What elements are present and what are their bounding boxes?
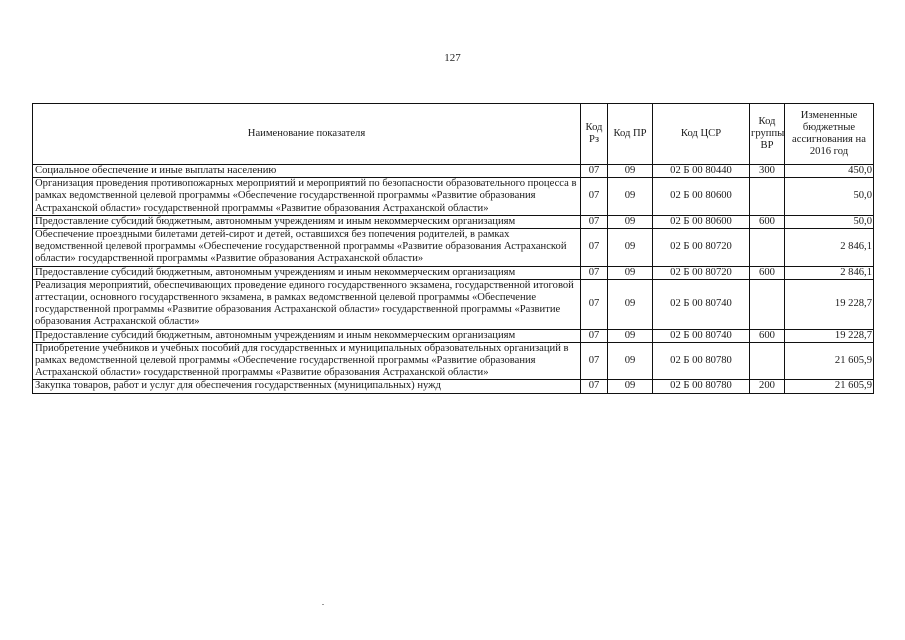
cell-name: Приобретение учебников и учебных пособий для государственных и муниципальных образовательных организаций в рамках ведомственной целевой программы «Обеспечение государственной программы «Развитие образования Астраханской области» государственной программы «Развитие образования Астраханской области» xyxy=(33,342,581,380)
cell-rz: 07 xyxy=(581,342,608,380)
cell-pr: 09 xyxy=(608,279,653,329)
cell-pr: 09 xyxy=(608,380,653,393)
cell-amount: 19 228,7 xyxy=(785,279,874,329)
budget-table xyxy=(32,103,874,394)
cell-name: Предоставление субсидий бюджетным, автономным учреждениям и иным некоммерческим организациям xyxy=(33,266,581,279)
cell-rz: 07 xyxy=(581,165,608,178)
cell-name: Предоставление субсидий бюджетным, автономным учреждениям и иным некоммерческим организациям xyxy=(33,329,581,342)
cell-vr xyxy=(750,279,785,329)
header-amount: Измененные бюджетные ассигнования на 2016 год xyxy=(785,104,874,165)
cell-rz: 07 xyxy=(581,229,608,267)
cell-amount: 50,0 xyxy=(785,178,874,216)
table-row xyxy=(33,215,874,228)
cell-rz: 07 xyxy=(581,178,608,216)
cell-pr: 09 xyxy=(608,229,653,267)
table-header-row xyxy=(33,104,874,165)
cell-rz: 07 xyxy=(581,279,608,329)
cell-csr: 02 Б 00 80720 xyxy=(653,266,750,279)
cell-vr xyxy=(750,229,785,267)
header-code-vr: Код группы ВР xyxy=(750,104,785,165)
cell-amount: 21 605,9 xyxy=(785,380,874,393)
cell-amount: 19 228,7 xyxy=(785,329,874,342)
cell-csr: 02 Б 00 80740 xyxy=(653,329,750,342)
table-row xyxy=(33,165,874,178)
cell-rz: 07 xyxy=(581,329,608,342)
cell-csr: 02 Б 00 80600 xyxy=(653,215,750,228)
table-row xyxy=(33,279,874,329)
cell-amount: 2 846,1 xyxy=(785,229,874,267)
cell-pr: 09 xyxy=(608,266,653,279)
cell-csr: 02 Б 00 80780 xyxy=(653,380,750,393)
table-row xyxy=(33,229,874,267)
header-code-csr: Код ЦСР xyxy=(653,104,750,165)
cell-csr: 02 Б 00 80600 xyxy=(653,178,750,216)
cell-csr: 02 Б 00 80740 xyxy=(653,279,750,329)
cell-pr: 09 xyxy=(608,178,653,216)
cell-amount: 2 846,1 xyxy=(785,266,874,279)
cell-csr: 02 Б 00 80440 xyxy=(653,165,750,178)
table-row xyxy=(33,266,874,279)
page-number: 127 xyxy=(444,52,461,64)
cell-vr: 600 xyxy=(750,215,785,228)
cell-vr xyxy=(750,342,785,380)
cell-name: Реализация мероприятий, обеспечивающих проведение единого государственного экзамена, государственной итоговой аттестации, основного государственного экзамена, в рамках ведомственной целевой программы «Обеспечение государственной программы «Развитие образования Астраханской области» государственной программы «Развитие образования Астраханской области» xyxy=(33,279,581,329)
cell-vr xyxy=(750,178,785,216)
table-row xyxy=(33,342,874,380)
header-code-rz: Код Рз xyxy=(581,104,608,165)
cell-name: Организация проведения противопожарных мероприятий и мероприятий по безопасности образовательного процесса в рамках ведомственной целевой программы «Обеспечение государственной программы «Развитие образования Астраханской области» государственной программы «Развитие образования Астраханской области» xyxy=(33,178,581,216)
cell-pr: 09 xyxy=(608,215,653,228)
cell-vr: 600 xyxy=(750,329,785,342)
cell-name: Социальное обеспечение и иные выплаты населению xyxy=(33,165,581,178)
cell-rz: 07 xyxy=(581,215,608,228)
header-code-pr: Код ПР xyxy=(608,104,653,165)
cell-amount: 21 605,9 xyxy=(785,342,874,380)
table-row xyxy=(33,329,874,342)
cell-name: Обеспечение проездными билетами детей-сирот и детей, оставшихся без попечения родителей, в рамках ведомственной целевой программы «Обеспечение государственной программы «Развитие образования Астраханской области» государственной программы «Развитие образования Астраханской области» xyxy=(33,229,581,267)
cell-csr: 02 Б 00 80720 xyxy=(653,229,750,267)
cell-rz: 07 xyxy=(581,266,608,279)
cell-pr: 09 xyxy=(608,342,653,380)
header-indicator-name: Наименование показателя xyxy=(33,104,581,165)
cell-name: Предоставление субсидий бюджетным, автономным учреждениям и иным некоммерческим организациям xyxy=(33,215,581,228)
cell-rz: 07 xyxy=(581,380,608,393)
cell-vr: 200 xyxy=(750,380,785,393)
cell-pr: 09 xyxy=(608,329,653,342)
cell-vr: 600 xyxy=(750,266,785,279)
table-row xyxy=(33,178,874,216)
cell-vr: 300 xyxy=(750,165,785,178)
table-row xyxy=(33,380,874,393)
cell-amount: 50,0 xyxy=(785,215,874,228)
cell-pr: 09 xyxy=(608,165,653,178)
cell-amount: 450,0 xyxy=(785,165,874,178)
cell-csr: 02 Б 00 80780 xyxy=(653,342,750,380)
cell-name: Закупка товаров, работ и услуг для обеспечения государственных (муниципальных) нужд xyxy=(33,380,581,393)
scan-speck xyxy=(322,604,324,605)
